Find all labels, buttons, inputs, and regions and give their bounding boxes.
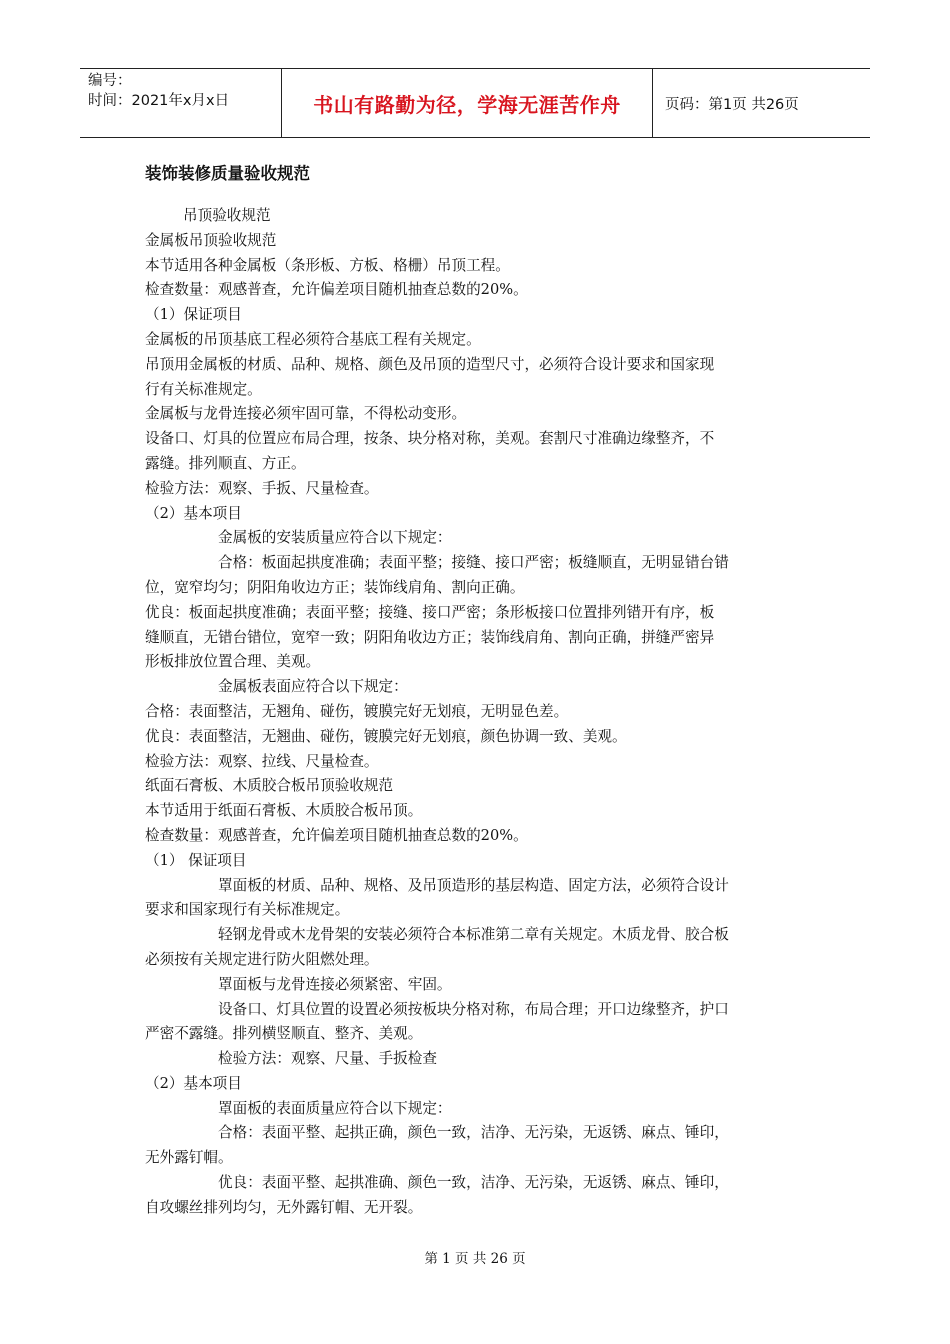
body-line: 检验方法：观察、手扳、尺量检查。 [145, 479, 379, 497]
body-line: （2）基本项目 [145, 1074, 242, 1092]
body-line: 露缝。排列顺直、方正。 [145, 454, 306, 472]
document-title: 装饰装修质量验收规范 [145, 164, 310, 183]
header-page-info: 页码：第1页 共26页 [665, 96, 799, 113]
body-line: 合格：板面起拱度准确；表面平整；接缝、接口严密；板缝顺直，无明显错台错 [218, 554, 729, 572]
body-line: 合格：表面整洁，无翘角、碰伤，镀膜完好无划痕，无明显色差。 [145, 702, 569, 720]
body-line: 轻钢龙骨或木龙骨架的安装必须符合本标准第二章有关规定。木质龙骨、胶合板 [218, 926, 729, 944]
body-line: 合格：表面平整、起拱正确，颜色一致，洁净、无污染，无返锈、麻点、锤印， [218, 1124, 729, 1142]
body-line: 检查数量：观感普查，允许偏差项目随机抽查总数的20%。 [145, 281, 528, 299]
body-line: 行有关标准规定。 [145, 380, 262, 398]
header-meta [80, 69, 282, 137]
date-label: 时间：2021年x月x日 [88, 93, 230, 109]
body-line: （1） 保证项目 [145, 851, 247, 869]
body-line: 本节适用于纸面石膏板、木质胶合板吊顶。 [145, 802, 423, 820]
body-line: 必须按有关规定进行防火阻燃处理。 [145, 950, 379, 968]
body-line: 罩面板的材质、品种、规格、及吊顶造形的基层构造、固定方法，必须符合设计 [218, 876, 729, 894]
body-line: 罩面板与龙骨连接必须紧密、牢固。 [218, 975, 452, 993]
body-line: 金属板吊顶验收规范 [145, 231, 277, 249]
page-header [80, 68, 870, 138]
body-line: 优良：表面平整、起拱准确、颜色一致，洁净、无污染，无返锈、麻点、锤印， [218, 1174, 729, 1192]
body-line: 位，宽窄均匀；阴阳角收边方正；装饰线肩角、割向正确。 [145, 578, 525, 596]
body-line: （2）基本项目 [145, 504, 242, 522]
body-line: 本节适用各种金属板（条形板、方板、格栅）吊顶工程。 [145, 256, 510, 274]
body-line: （1）保证项目 [145, 306, 242, 324]
body-line: 检验方法：观察、尺量、手扳检查 [218, 1050, 437, 1068]
body-line: 自攻螺丝排列均匀，无外露钉帽、无开裂。 [145, 1198, 423, 1216]
body-line: 要求和国家现行有关标准规定。 [145, 901, 350, 919]
body-line: 无外露钉帽。 [145, 1149, 233, 1167]
body-line: 检查数量：观感普查，允许偏差项目随机抽查总数的20%。 [145, 826, 528, 844]
body-line: 金属板表面应符合以下规定： [218, 678, 408, 696]
body-line: 纸面石膏板、木质胶合板吊顶验收规范 [145, 777, 394, 795]
header-motto: 书山有路勤为径，学海无涯苦作舟 [282, 69, 653, 137]
serial-label: 编号： [88, 73, 132, 89]
body-line: 吊顶验收规范 [183, 207, 271, 224]
body-line: 金属板与龙骨连接必须牢固可靠，不得松动变形。 [145, 405, 467, 423]
body-line: 罩面板的表面质量应符合以下规定： [218, 1099, 452, 1117]
page-footer: 第 1 页 共 26 页 [424, 1251, 526, 1267]
body-line: 吊顶用金属板的材质、品种、规格、颜色及吊顶的造型尺寸，必须符合设计要求和国家现 [145, 355, 715, 373]
body-line: 设备口、灯具位置的设置必须按板块分格对称，布局合理；开口边缘整齐，护口 [218, 1000, 729, 1018]
body-line: 形板排放位置合理、美观。 [145, 653, 321, 671]
document-body [145, 204, 810, 1221]
body-line: 金属板的安装质量应符合以下规定： [218, 529, 452, 547]
body-line: 优良：板面起拱度准确；表面平整；接缝、接口严密；条形板接口位置排列错开有序，板 [145, 603, 715, 621]
body-line: 缝顺直，无错台错位，宽窄一致；阴阳角收边方正；装饰线肩角、割向正确，拼缝严密异 [145, 628, 715, 646]
body-line: 优良：表面整洁，无翘曲、碰伤，镀膜完好无划痕，颜色协调一致、美观。 [145, 727, 627, 745]
body-line: 严密不露缝。排列横竖顺直、整齐、美观。 [145, 1025, 423, 1043]
body-line: 金属板的吊顶基底工程必须符合基底工程有关规定。 [145, 330, 481, 348]
body-line: 设备口、灯具的位置应布局合理，按条、块分格对称，美观。套割尺寸准确边缘整齐，不 [145, 430, 715, 448]
body-line: 检验方法：观察、拉线、尺量检查。 [145, 752, 379, 770]
